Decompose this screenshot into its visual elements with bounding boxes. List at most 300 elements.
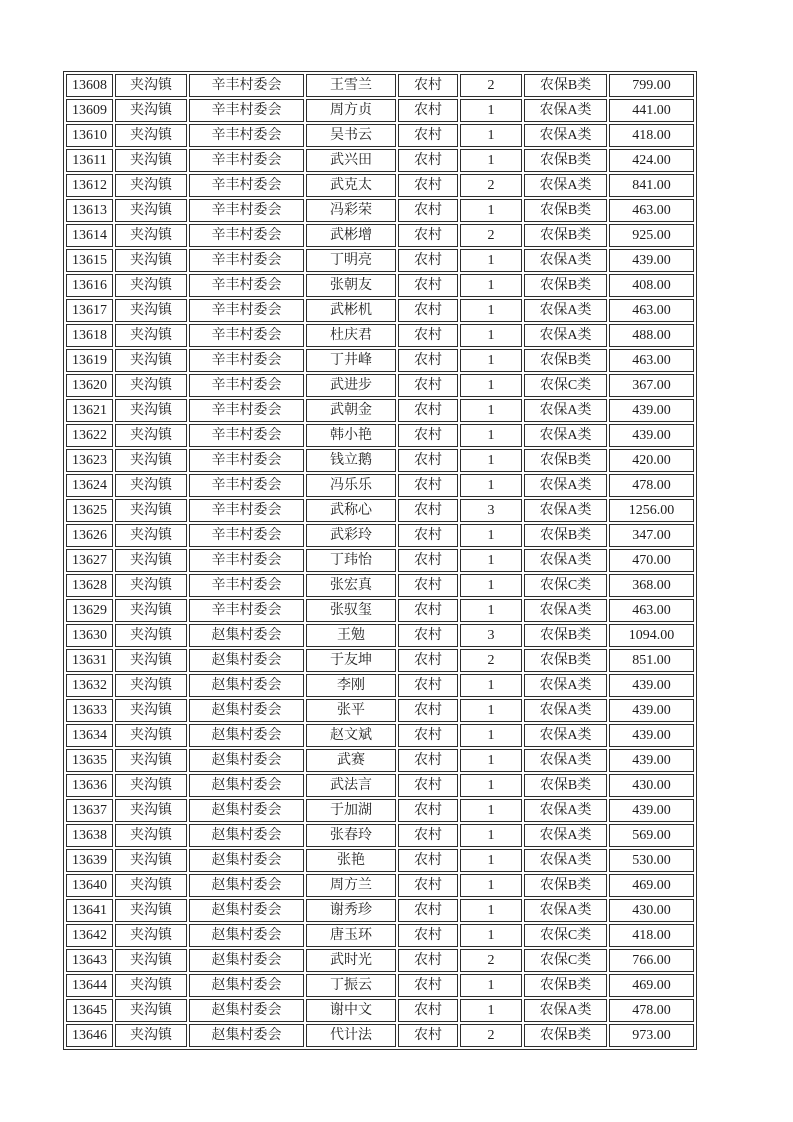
cell-insurance-category: 农保B类 [524, 774, 607, 797]
cell-town: 夹沟镇 [115, 249, 187, 272]
cell-village-committee: 赵集村委会 [189, 749, 304, 772]
cell-residence-type: 农村 [398, 949, 458, 972]
cell-amount: 418.00 [609, 124, 694, 147]
cell-village-committee: 辛丰村委会 [189, 99, 304, 122]
cell-person-name: 丁明亮 [306, 249, 396, 272]
cell-residence-type: 农村 [398, 399, 458, 422]
cell-amount: 439.00 [609, 724, 694, 747]
table-row [66, 999, 694, 1022]
cell-residence-type: 农村 [398, 374, 458, 397]
cell-person-name: 武兴田 [306, 149, 396, 172]
cell-amount: 463.00 [609, 299, 694, 322]
table-row [66, 474, 694, 497]
cell-village-committee: 辛丰村委会 [189, 424, 304, 447]
cell-insurance-category: 农保B类 [524, 149, 607, 172]
cell-village-committee: 赵集村委会 [189, 699, 304, 722]
cell-serial-number: 13620 [66, 374, 113, 397]
cell-amount: 439.00 [609, 424, 694, 447]
cell-town: 夹沟镇 [115, 549, 187, 572]
table-row [66, 349, 694, 372]
cell-village-committee: 赵集村委会 [189, 674, 304, 697]
cell-residence-type: 农村 [398, 624, 458, 647]
cell-serial-number: 13626 [66, 524, 113, 547]
cell-person-count: 1 [460, 749, 522, 772]
cell-insurance-category: 农保B类 [524, 274, 607, 297]
cell-amount: 439.00 [609, 249, 694, 272]
cell-residence-type: 农村 [398, 74, 458, 97]
cell-amount: 488.00 [609, 324, 694, 347]
cell-insurance-category: 农保A类 [524, 999, 607, 1022]
cell-person-name: 谢中文 [306, 999, 396, 1022]
cell-person-count: 1 [460, 974, 522, 997]
cell-person-name: 武彬增 [306, 224, 396, 247]
cell-residence-type: 农村 [398, 699, 458, 722]
cell-serial-number: 13638 [66, 824, 113, 847]
cell-serial-number: 13633 [66, 699, 113, 722]
cell-village-committee: 辛丰村委会 [189, 549, 304, 572]
cell-town: 夹沟镇 [115, 899, 187, 922]
cell-insurance-category: 农保A类 [524, 699, 607, 722]
cell-serial-number: 13608 [66, 74, 113, 97]
cell-person-name: 冯彩荣 [306, 199, 396, 222]
cell-insurance-category: 农保C类 [524, 949, 607, 972]
cell-village-committee: 辛丰村委会 [189, 124, 304, 147]
cell-person-name: 于友坤 [306, 649, 396, 672]
cell-insurance-category: 农保B类 [524, 649, 607, 672]
cell-amount: 463.00 [609, 349, 694, 372]
cell-insurance-category: 农保A类 [524, 899, 607, 922]
cell-residence-type: 农村 [398, 824, 458, 847]
cell-person-name: 代计法 [306, 1024, 396, 1047]
cell-residence-type: 农村 [398, 774, 458, 797]
cell-person-count: 2 [460, 74, 522, 97]
cell-person-name: 吴书云 [306, 124, 396, 147]
table-row [66, 599, 694, 622]
cell-village-committee: 赵集村委会 [189, 774, 304, 797]
cell-insurance-category: 农保A类 [524, 599, 607, 622]
table-row [66, 74, 694, 97]
table-row [66, 824, 694, 847]
cell-insurance-category: 农保A类 [524, 174, 607, 197]
cell-person-name: 赵文斌 [306, 724, 396, 747]
cell-town: 夹沟镇 [115, 199, 187, 222]
cell-town: 夹沟镇 [115, 299, 187, 322]
cell-serial-number: 13615 [66, 249, 113, 272]
table-row [66, 624, 694, 647]
cell-insurance-category: 农保A类 [524, 299, 607, 322]
table-row [66, 399, 694, 422]
cell-insurance-category: 农保A类 [524, 124, 607, 147]
cell-serial-number: 13639 [66, 849, 113, 872]
cell-person-count: 1 [460, 249, 522, 272]
cell-insurance-category: 农保A类 [524, 724, 607, 747]
cell-person-count: 1 [460, 274, 522, 297]
cell-town: 夹沟镇 [115, 824, 187, 847]
cell-person-count: 1 [460, 349, 522, 372]
cell-person-count: 1 [460, 874, 522, 897]
cell-village-committee: 辛丰村委会 [189, 474, 304, 497]
cell-serial-number: 13622 [66, 424, 113, 447]
cell-village-committee: 辛丰村委会 [189, 449, 304, 472]
cell-amount: 841.00 [609, 174, 694, 197]
cell-town: 夹沟镇 [115, 649, 187, 672]
cell-serial-number: 13612 [66, 174, 113, 197]
cell-amount: 569.00 [609, 824, 694, 847]
cell-town: 夹沟镇 [115, 999, 187, 1022]
cell-serial-number: 13637 [66, 799, 113, 822]
cell-person-name: 武称心 [306, 499, 396, 522]
cell-serial-number: 13629 [66, 599, 113, 622]
cell-person-name: 张艳 [306, 849, 396, 872]
cell-amount: 973.00 [609, 1024, 694, 1047]
cell-amount: 430.00 [609, 899, 694, 922]
cell-amount: 463.00 [609, 199, 694, 222]
cell-town: 夹沟镇 [115, 799, 187, 822]
cell-village-committee: 辛丰村委会 [189, 399, 304, 422]
cell-serial-number: 13616 [66, 274, 113, 297]
cell-amount: 424.00 [609, 149, 694, 172]
cell-residence-type: 农村 [398, 424, 458, 447]
cell-amount: 439.00 [609, 699, 694, 722]
cell-serial-number: 13618 [66, 324, 113, 347]
table-row [66, 274, 694, 297]
cell-person-count: 1 [460, 849, 522, 872]
cell-town: 夹沟镇 [115, 324, 187, 347]
cell-residence-type: 农村 [398, 974, 458, 997]
cell-person-name: 张平 [306, 699, 396, 722]
table-row [66, 549, 694, 572]
cell-serial-number: 13643 [66, 949, 113, 972]
cell-amount: 530.00 [609, 849, 694, 872]
cell-village-committee: 赵集村委会 [189, 974, 304, 997]
cell-amount: 420.00 [609, 449, 694, 472]
table-row [66, 849, 694, 872]
table-row [66, 749, 694, 772]
cell-person-count: 1 [460, 574, 522, 597]
cell-serial-number: 13630 [66, 624, 113, 647]
cell-residence-type: 农村 [398, 324, 458, 347]
cell-insurance-category: 农保A类 [524, 424, 607, 447]
cell-amount: 766.00 [609, 949, 694, 972]
cell-residence-type: 农村 [398, 649, 458, 672]
cell-village-committee: 辛丰村委会 [189, 349, 304, 372]
cell-serial-number: 13644 [66, 974, 113, 997]
cell-person-count: 1 [460, 324, 522, 347]
cell-amount: 441.00 [609, 99, 694, 122]
cell-amount: 347.00 [609, 524, 694, 547]
cell-serial-number: 13636 [66, 774, 113, 797]
cell-village-committee: 辛丰村委会 [189, 174, 304, 197]
cell-person-count: 2 [460, 949, 522, 972]
cell-person-name: 王勉 [306, 624, 396, 647]
cell-person-count: 1 [460, 399, 522, 422]
cell-residence-type: 农村 [398, 524, 458, 547]
cell-person-name: 钱立鹅 [306, 449, 396, 472]
cell-insurance-category: 农保B类 [524, 74, 607, 97]
cell-village-committee: 赵集村委会 [189, 824, 304, 847]
table-row [66, 199, 694, 222]
cell-person-name: 周方贞 [306, 99, 396, 122]
cell-insurance-category: 农保B类 [524, 199, 607, 222]
cell-insurance-category: 农保A类 [524, 849, 607, 872]
cell-village-committee: 赵集村委会 [189, 624, 304, 647]
cell-serial-number: 13610 [66, 124, 113, 147]
cell-serial-number: 13634 [66, 724, 113, 747]
cell-village-committee: 辛丰村委会 [189, 574, 304, 597]
cell-person-name: 王雪兰 [306, 74, 396, 97]
cell-residence-type: 农村 [398, 574, 458, 597]
cell-serial-number: 13640 [66, 874, 113, 897]
cell-residence-type: 农村 [398, 674, 458, 697]
cell-person-name: 张春玲 [306, 824, 396, 847]
cell-person-count: 1 [460, 799, 522, 822]
cell-person-count: 1 [460, 924, 522, 947]
cell-serial-number: 13628 [66, 574, 113, 597]
cell-person-count: 1 [460, 674, 522, 697]
table-row [66, 424, 694, 447]
table-row [66, 99, 694, 122]
cell-insurance-category: 农保A类 [524, 824, 607, 847]
table-row [66, 974, 694, 997]
cell-serial-number: 13645 [66, 999, 113, 1022]
cell-serial-number: 13641 [66, 899, 113, 922]
cell-town: 夹沟镇 [115, 124, 187, 147]
cell-residence-type: 农村 [398, 899, 458, 922]
cell-serial-number: 13617 [66, 299, 113, 322]
cell-amount: 799.00 [609, 74, 694, 97]
cell-town: 夹沟镇 [115, 699, 187, 722]
cell-village-committee: 赵集村委会 [189, 1024, 304, 1047]
cell-person-name: 张驭玺 [306, 599, 396, 622]
cell-person-name: 武克太 [306, 174, 396, 197]
cell-person-count: 1 [460, 299, 522, 322]
cell-insurance-category: 农保B类 [524, 624, 607, 647]
cell-insurance-category: 农保A类 [524, 324, 607, 347]
cell-residence-type: 农村 [398, 749, 458, 772]
cell-serial-number: 13614 [66, 224, 113, 247]
cell-village-committee: 赵集村委会 [189, 799, 304, 822]
cell-amount: 408.00 [609, 274, 694, 297]
cell-person-count: 1 [460, 474, 522, 497]
table-row [66, 1024, 694, 1047]
cell-insurance-category: 农保B类 [524, 874, 607, 897]
cell-amount: 439.00 [609, 674, 694, 697]
cell-town: 夹沟镇 [115, 524, 187, 547]
cell-residence-type: 农村 [398, 999, 458, 1022]
cell-serial-number: 13632 [66, 674, 113, 697]
cell-person-name: 丁井峰 [306, 349, 396, 372]
cell-insurance-category: 农保B类 [524, 974, 607, 997]
cell-person-name: 武进步 [306, 374, 396, 397]
cell-person-name: 周方兰 [306, 874, 396, 897]
table-row [66, 799, 694, 822]
cell-person-count: 1 [460, 774, 522, 797]
cell-person-name: 武法言 [306, 774, 396, 797]
cell-insurance-category: 农保B类 [524, 449, 607, 472]
cell-insurance-category: 农保C类 [524, 574, 607, 597]
cell-residence-type: 农村 [398, 99, 458, 122]
cell-residence-type: 农村 [398, 724, 458, 747]
cell-town: 夹沟镇 [115, 674, 187, 697]
cell-town: 夹沟镇 [115, 599, 187, 622]
table-row [66, 699, 694, 722]
table-row [66, 324, 694, 347]
cell-village-committee: 辛丰村委会 [189, 274, 304, 297]
cell-town: 夹沟镇 [115, 149, 187, 172]
cell-insurance-category: 农保A类 [524, 474, 607, 497]
cell-town: 夹沟镇 [115, 74, 187, 97]
cell-person-count: 1 [460, 99, 522, 122]
cell-town: 夹沟镇 [115, 974, 187, 997]
cell-residence-type: 农村 [398, 149, 458, 172]
cell-person-name: 谢秀珍 [306, 899, 396, 922]
cell-serial-number: 13646 [66, 1024, 113, 1047]
cell-person-count: 1 [460, 424, 522, 447]
cell-amount: 478.00 [609, 999, 694, 1022]
cell-insurance-category: 农保C类 [524, 924, 607, 947]
cell-village-committee: 辛丰村委会 [189, 249, 304, 272]
cell-person-name: 张宏真 [306, 574, 396, 597]
table-row [66, 449, 694, 472]
cell-residence-type: 农村 [398, 274, 458, 297]
cell-village-committee: 赵集村委会 [189, 924, 304, 947]
cell-town: 夹沟镇 [115, 624, 187, 647]
cell-amount: 469.00 [609, 974, 694, 997]
cell-person-count: 1 [460, 599, 522, 622]
cell-person-count: 2 [460, 649, 522, 672]
cell-serial-number: 13624 [66, 474, 113, 497]
cell-amount: 463.00 [609, 599, 694, 622]
cell-village-committee: 赵集村委会 [189, 949, 304, 972]
cell-residence-type: 农村 [398, 299, 458, 322]
cell-town: 夹沟镇 [115, 274, 187, 297]
cell-amount: 469.00 [609, 874, 694, 897]
cell-person-count: 1 [460, 524, 522, 547]
cell-town: 夹沟镇 [115, 924, 187, 947]
table-body [66, 74, 694, 1047]
cell-amount: 470.00 [609, 549, 694, 572]
cell-person-count: 2 [460, 224, 522, 247]
table-row [66, 949, 694, 972]
payment-roster-table [63, 71, 697, 1050]
cell-person-count: 1 [460, 999, 522, 1022]
table-row [66, 724, 694, 747]
cell-village-committee: 赵集村委会 [189, 999, 304, 1022]
cell-village-committee: 辛丰村委会 [189, 324, 304, 347]
table-row [66, 874, 694, 897]
cell-residence-type: 农村 [398, 549, 458, 572]
cell-village-committee: 赵集村委会 [189, 649, 304, 672]
table-row [66, 249, 694, 272]
cell-serial-number: 13609 [66, 99, 113, 122]
cell-insurance-category: 农保A类 [524, 799, 607, 822]
cell-person-count: 1 [460, 124, 522, 147]
cell-town: 夹沟镇 [115, 449, 187, 472]
cell-insurance-category: 农保A类 [524, 749, 607, 772]
cell-residence-type: 农村 [398, 599, 458, 622]
cell-insurance-category: 农保B类 [524, 524, 607, 547]
cell-town: 夹沟镇 [115, 99, 187, 122]
table-row [66, 174, 694, 197]
cell-person-count: 1 [460, 899, 522, 922]
cell-town: 夹沟镇 [115, 774, 187, 797]
cell-residence-type: 农村 [398, 249, 458, 272]
cell-village-committee: 辛丰村委会 [189, 599, 304, 622]
cell-town: 夹沟镇 [115, 374, 187, 397]
cell-amount: 367.00 [609, 374, 694, 397]
cell-insurance-category: 农保A类 [524, 249, 607, 272]
cell-person-name: 武时光 [306, 949, 396, 972]
cell-residence-type: 农村 [398, 874, 458, 897]
cell-residence-type: 农村 [398, 224, 458, 247]
table-row [66, 924, 694, 947]
cell-residence-type: 农村 [398, 849, 458, 872]
cell-town: 夹沟镇 [115, 224, 187, 247]
cell-serial-number: 13627 [66, 549, 113, 572]
cell-amount: 368.00 [609, 574, 694, 597]
cell-town: 夹沟镇 [115, 499, 187, 522]
cell-person-count: 1 [460, 549, 522, 572]
table-row [66, 499, 694, 522]
cell-person-name: 武赛 [306, 749, 396, 772]
cell-insurance-category: 农保B类 [524, 1024, 607, 1047]
cell-amount: 418.00 [609, 924, 694, 947]
cell-village-committee: 辛丰村委会 [189, 149, 304, 172]
cell-serial-number: 13611 [66, 149, 113, 172]
cell-town: 夹沟镇 [115, 424, 187, 447]
cell-amount: 439.00 [609, 749, 694, 772]
cell-person-name: 武彩玲 [306, 524, 396, 547]
cell-serial-number: 13631 [66, 649, 113, 672]
cell-town: 夹沟镇 [115, 849, 187, 872]
cell-residence-type: 农村 [398, 1024, 458, 1047]
cell-village-committee: 辛丰村委会 [189, 74, 304, 97]
cell-town: 夹沟镇 [115, 574, 187, 597]
cell-village-committee: 辛丰村委会 [189, 499, 304, 522]
cell-residence-type: 农村 [398, 474, 458, 497]
cell-person-count: 1 [460, 824, 522, 847]
table-row [66, 674, 694, 697]
table-row [66, 374, 694, 397]
cell-insurance-category: 农保C类 [524, 374, 607, 397]
cell-person-name: 杜庆君 [306, 324, 396, 347]
cell-village-committee: 辛丰村委会 [189, 224, 304, 247]
cell-insurance-category: 农保B类 [524, 224, 607, 247]
cell-amount: 851.00 [609, 649, 694, 672]
cell-town: 夹沟镇 [115, 349, 187, 372]
cell-residence-type: 农村 [398, 799, 458, 822]
cell-person-count: 1 [460, 149, 522, 172]
cell-village-committee: 辛丰村委会 [189, 374, 304, 397]
cell-person-name: 武彬机 [306, 299, 396, 322]
cell-insurance-category: 农保A类 [524, 499, 607, 522]
cell-amount: 1094.00 [609, 624, 694, 647]
cell-serial-number: 13642 [66, 924, 113, 947]
cell-amount: 925.00 [609, 224, 694, 247]
table-row [66, 224, 694, 247]
cell-residence-type: 农村 [398, 199, 458, 222]
cell-village-committee: 赵集村委会 [189, 849, 304, 872]
cell-person-count: 1 [460, 724, 522, 747]
cell-village-committee: 赵集村委会 [189, 724, 304, 747]
cell-person-name: 唐玉环 [306, 924, 396, 947]
cell-insurance-category: 农保B类 [524, 349, 607, 372]
cell-insurance-category: 农保A类 [524, 674, 607, 697]
cell-serial-number: 13625 [66, 499, 113, 522]
cell-insurance-category: 农保A类 [524, 99, 607, 122]
cell-amount: 1256.00 [609, 499, 694, 522]
cell-residence-type: 农村 [398, 449, 458, 472]
